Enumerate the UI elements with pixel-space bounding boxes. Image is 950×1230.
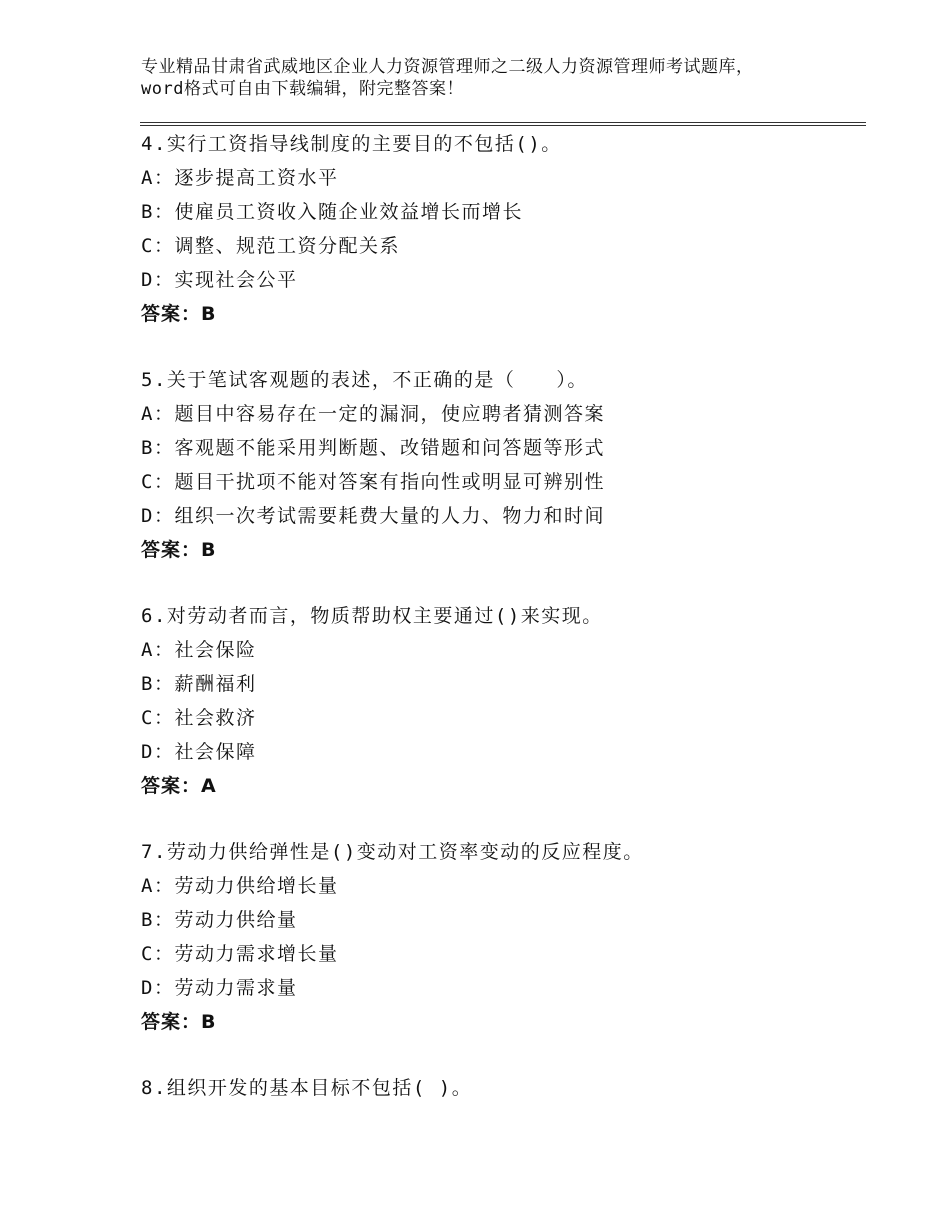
header-divider-bottom <box>140 125 866 126</box>
question-8 <box>141 1071 861 1105</box>
option-b: B：客观题不能采用判断题、改错题和问答题等形式 <box>141 437 605 459</box>
question-stem: 7.劳动力供给弹性是()变动对工资率变动的反应程度。 <box>141 841 644 863</box>
option-c: C：题目干扰项不能对答案有指向性或明显可辨别性 <box>141 471 605 493</box>
option-c: C：劳动力需求增长量 <box>141 943 339 965</box>
answer-value: B <box>201 1011 217 1033</box>
option-b: B：薪酬福利 <box>141 673 257 695</box>
option-d: D：劳动力需求量 <box>141 977 298 999</box>
option-d: D：组织一次考试需要耗费大量的人力、物力和时间 <box>141 505 605 527</box>
question-stem: 4.实行工资指导线制度的主要目的不包括()。 <box>141 133 562 155</box>
answer-line <box>141 769 861 803</box>
option-d: D：社会保障 <box>141 741 257 763</box>
answer-label: 答案： <box>141 1011 202 1033</box>
answer-label: 答案： <box>141 303 202 325</box>
question-7 <box>141 835 861 1039</box>
option-b: B：使雇员工资收入随企业效益增长而增长 <box>141 201 523 223</box>
answer-line <box>141 297 861 331</box>
option-a: A：题目中容易存在一定的漏洞，使应聘者猜测答案 <box>141 403 605 425</box>
answer-label: 答案： <box>141 775 202 797</box>
option-c: C：社会救济 <box>141 707 257 729</box>
question-stem: 6.对劳动者而言，物质帮助权主要通过()来实现。 <box>141 605 603 627</box>
option-a: A：社会保险 <box>141 639 257 661</box>
option-c: C：调整、规范工资分配关系 <box>141 235 400 257</box>
question-stem: 5.关于笔试客观题的表述，不正确的是（ ）。 <box>141 369 588 391</box>
question-list <box>141 127 861 1137</box>
answer-value: A <box>201 775 217 797</box>
question-5 <box>141 363 861 567</box>
question-stem: 8.组织开发的基本目标不包括( )。 <box>141 1077 473 1099</box>
option-a: A：劳动力供给增长量 <box>141 875 339 897</box>
answer-line <box>141 533 861 567</box>
answer-value: B <box>201 303 217 325</box>
question-6 <box>141 599 861 803</box>
document-header: 专业精品甘肃省武威地区企业人力资源管理师之二级人力资源管理师考试题库，word格式可自由下载编辑，附完整答案！ <box>141 57 754 99</box>
option-b: B：劳动力供给量 <box>141 909 298 931</box>
option-d: D：实现社会公平 <box>141 269 298 291</box>
answer-line <box>141 1005 861 1039</box>
answer-value: B <box>201 539 217 561</box>
answer-label: 答案： <box>141 539 202 561</box>
header-divider-top <box>140 122 866 123</box>
question-4 <box>141 127 861 331</box>
option-a: A：逐步提高工资水平 <box>141 167 339 189</box>
